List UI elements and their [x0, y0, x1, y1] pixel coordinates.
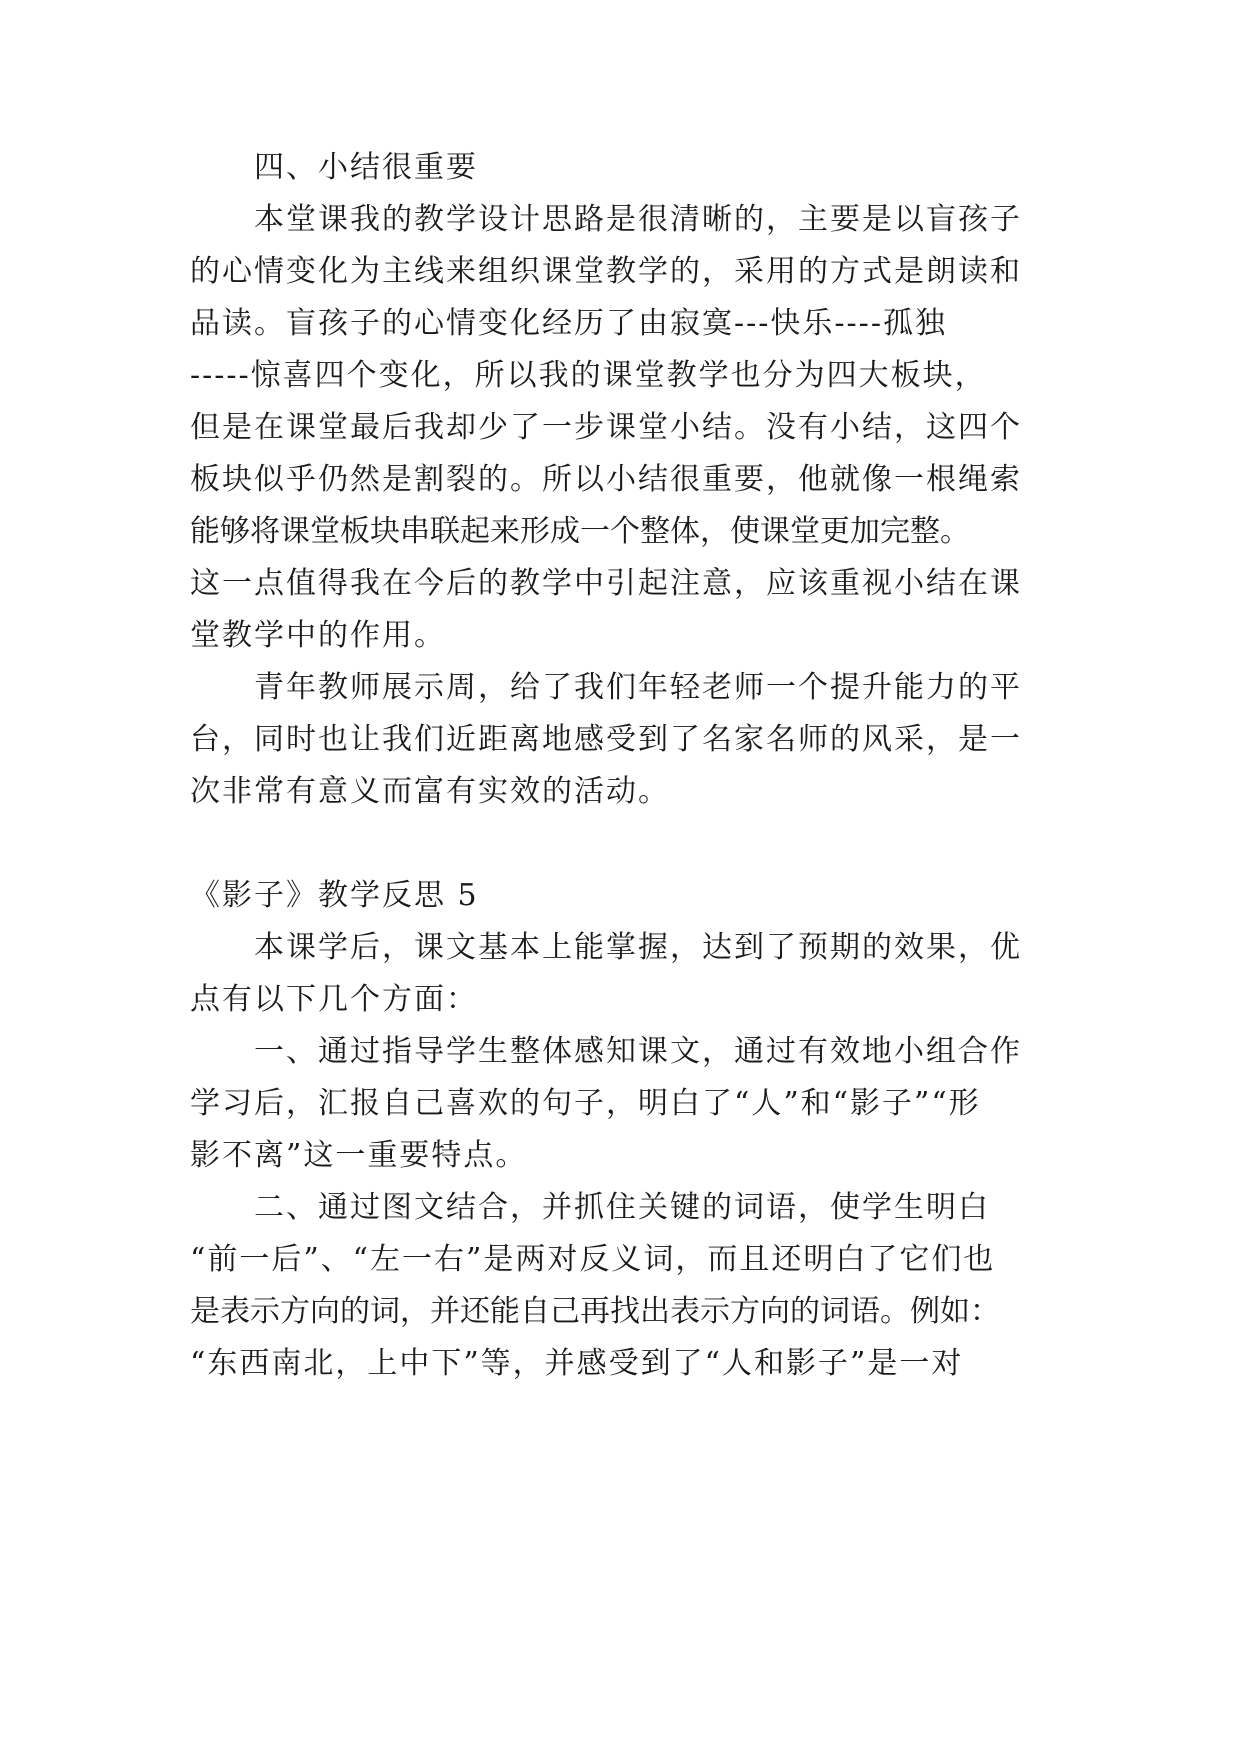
paragraph-line: “东西南北，上中下”等，并感受到了“人和影子”是一对 — [190, 1346, 964, 1381]
paragraph-line: 学习后，汇报自己喜欢的句子，明白了“人”和“影子”“形 — [190, 1086, 981, 1121]
paragraph-line: 青年教师展示周，给了我们年轻老师一个提升能力的平 — [254, 670, 1022, 705]
paragraph-line: 堂教学中的作用。 — [190, 618, 446, 653]
paragraph-line: 板块似乎仍然是割裂的。所以小结很重要，他就像一根绳索 — [190, 462, 1022, 497]
paragraph-line: 一、通过指导学生整体感知课文，通过有效地小组合作 — [254, 1034, 1022, 1069]
paragraph-line: 的心情变化为主线来组织课堂教学的，采用的方式是朗读和 — [190, 254, 1022, 289]
paragraph-line: 品读。盲孩子的心情变化经历了由寂寞---快乐----孤独 — [190, 306, 947, 341]
section-title: 《影子》教学反思 5 — [190, 878, 479, 913]
paragraph-line: 二、通过图文结合，并抓住关键的词语，使学生明白 — [254, 1190, 990, 1225]
paragraph-line: 能够将课堂板块串联起来形成一个整体，使课堂更加完整。 — [190, 514, 970, 549]
paragraph-line: 本课学后，课文基本上能掌握，达到了预期的效果，优 — [254, 930, 1022, 965]
paragraph-line: 次非常有意义而富有实效的活动。 — [190, 774, 670, 809]
paragraph-line: -----惊喜四个变化，所以我的课堂教学也分为四大板块， — [190, 358, 987, 393]
paragraph-line: 本堂课我的教学设计思路是很清晰的，主要是以盲孩子 — [254, 202, 1022, 237]
paragraph-line: 是表示方向的词，并还能自己再找出表示方向的词语。例如： — [190, 1294, 1000, 1329]
section-heading: 四、小结很重要 — [254, 150, 478, 185]
paragraph-line: “前一后”、“左一右”是两对反义词，而且还明白了它们也 — [190, 1242, 996, 1277]
paragraph-line: 影不离”这一重要特点。 — [190, 1138, 528, 1173]
paragraph-line: 点有以下几个方面： — [190, 982, 478, 1017]
paragraph-line: 台，同时也让我们近距离地感受到了名家名师的风采，是一 — [190, 722, 1022, 757]
paragraph-line: 这一点值得我在今后的教学中引起注意，应该重视小结在课 — [190, 566, 1022, 601]
paragraph-line: 但是在课堂最后我却少了一步课堂小结。没有小结，这四个 — [190, 410, 1022, 445]
